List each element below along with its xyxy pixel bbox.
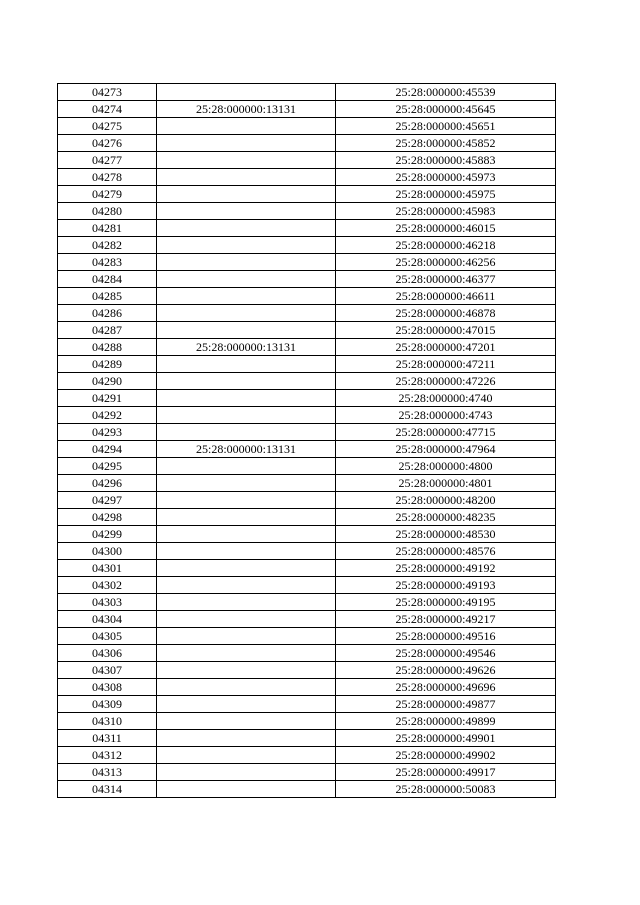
table-row [58,475,556,492]
table-row [58,764,556,781]
row-number-cell: 04295 [58,458,157,475]
row-number-cell: 04312 [58,747,157,764]
parent-cadastral-number-cell [157,560,336,577]
parent-cadastral-number-cell [157,220,336,237]
cadastral-number-cell: 25:28:000000:49899 [336,713,556,730]
cadastral-number-cell: 25:28:000000:49546 [336,645,556,662]
row-number-cell: 04303 [58,594,157,611]
parent-cadastral-number-cell [157,458,336,475]
parent-cadastral-number-cell [157,288,336,305]
table-row [58,424,556,441]
table-row [58,645,556,662]
parent-cadastral-number-cell [157,135,336,152]
cadastral-number-cell: 25:28:000000:49902 [336,747,556,764]
cadastral-number-cell: 25:28:000000:46611 [336,288,556,305]
table-row [58,594,556,611]
cadastral-number-cell: 25:28:000000:48530 [336,526,556,543]
table-row [58,152,556,169]
row-number-cell: 04296 [58,475,157,492]
row-number-cell: 04288 [58,339,157,356]
parent-cadastral-number-cell [157,152,336,169]
parent-cadastral-number-cell [157,713,336,730]
table-row [58,492,556,509]
parent-cadastral-number-cell [157,730,336,747]
row-number-cell: 04309 [58,696,157,713]
parent-cadastral-number-cell [157,424,336,441]
cadastral-number-cell: 25:28:000000:47015 [336,322,556,339]
table-row [58,628,556,645]
table-row [58,118,556,135]
row-number-cell: 04294 [58,441,157,458]
cadastral-number-cell: 25:28:000000:46377 [336,271,556,288]
cadastral-number-cell: 25:28:000000:45651 [336,118,556,135]
parent-cadastral-number-cell [157,543,336,560]
cadastral-number-cell: 25:28:000000:4800 [336,458,556,475]
table-row [58,458,556,475]
cadastral-number-cell: 25:28:000000:4743 [336,407,556,424]
table-row [58,322,556,339]
row-number-cell: 04314 [58,781,157,798]
cadastral-number-cell: 25:28:000000:45645 [336,101,556,118]
row-number-cell: 04298 [58,509,157,526]
table-row [58,237,556,254]
table-row [58,543,556,560]
row-number-cell: 04276 [58,135,157,152]
parent-cadastral-number-cell [157,577,336,594]
row-number-cell: 04287 [58,322,157,339]
cadastral-number-cell: 25:28:000000:47964 [336,441,556,458]
parent-cadastral-number-cell: 25:28:000000:13131 [157,441,336,458]
row-number-cell: 04284 [58,271,157,288]
parent-cadastral-number-cell [157,526,336,543]
cadastral-number-cell: 25:28:000000:47226 [336,373,556,390]
row-number-cell: 04291 [58,390,157,407]
table-row [58,730,556,747]
cadastral-number-cell: 25:28:000000:49217 [336,611,556,628]
cadastral-number-cell: 25:28:000000:4801 [336,475,556,492]
cadastral-number-cell: 25:28:000000:49626 [336,662,556,679]
cadastral-number-cell: 25:28:000000:46218 [336,237,556,254]
cadastral-table [57,83,556,798]
parent-cadastral-number-cell [157,509,336,526]
cadastral-number-cell: 25:28:000000:49193 [336,577,556,594]
row-number-cell: 04293 [58,424,157,441]
table-row [58,305,556,322]
row-number-cell: 04286 [58,305,157,322]
cadastral-number-cell: 25:28:000000:46878 [336,305,556,322]
parent-cadastral-number-cell [157,747,336,764]
table-row [58,339,556,356]
table-row [58,169,556,186]
table-row [58,373,556,390]
table-row [58,560,556,577]
table-row [58,288,556,305]
parent-cadastral-number-cell: 25:28:000000:13131 [157,101,336,118]
table-row [58,271,556,288]
table-row [58,390,556,407]
cadastral-number-cell: 25:28:000000:45883 [336,152,556,169]
parent-cadastral-number-cell [157,696,336,713]
row-number-cell: 04310 [58,713,157,730]
table-body [58,84,556,798]
parent-cadastral-number-cell [157,169,336,186]
table-row [58,526,556,543]
cadastral-number-cell: 25:28:000000:49877 [336,696,556,713]
parent-cadastral-number-cell [157,322,336,339]
cadastral-number-cell: 25:28:000000:45973 [336,169,556,186]
table-row [58,577,556,594]
parent-cadastral-number-cell [157,356,336,373]
table-row [58,713,556,730]
cadastral-number-cell: 25:28:000000:49696 [336,679,556,696]
cadastral-number-cell: 25:28:000000:49917 [336,764,556,781]
cadastral-number-cell: 25:28:000000:49516 [336,628,556,645]
row-number-cell: 04275 [58,118,157,135]
row-number-cell: 04302 [58,577,157,594]
cadastral-number-cell: 25:28:000000:49901 [336,730,556,747]
row-number-cell: 04297 [58,492,157,509]
table-row [58,696,556,713]
cadastral-number-cell: 25:28:000000:48576 [336,543,556,560]
row-number-cell: 04280 [58,203,157,220]
cadastral-number-cell: 25:28:000000:47715 [336,424,556,441]
table-row [58,781,556,798]
table-row [58,135,556,152]
cadastral-number-cell: 25:28:000000:47201 [336,339,556,356]
parent-cadastral-number-cell [157,186,336,203]
row-number-cell: 04300 [58,543,157,560]
parent-cadastral-number-cell [157,237,336,254]
table-row [58,101,556,118]
cadastral-number-cell: 25:28:000000:45852 [336,135,556,152]
parent-cadastral-number-cell [157,679,336,696]
parent-cadastral-number-cell [157,662,336,679]
row-number-cell: 04306 [58,645,157,662]
parent-cadastral-number-cell [157,84,336,101]
table-row [58,84,556,101]
cadastral-number-cell: 25:28:000000:49195 [336,594,556,611]
parent-cadastral-number-cell [157,611,336,628]
parent-cadastral-number-cell [157,594,336,611]
cadastral-number-cell: 25:28:000000:49192 [336,560,556,577]
cadastral-number-cell: 25:28:000000:46256 [336,254,556,271]
table-row [58,254,556,271]
row-number-cell: 04278 [58,169,157,186]
table-row [58,203,556,220]
cadastral-number-cell: 25:28:000000:48235 [336,509,556,526]
row-number-cell: 04279 [58,186,157,203]
row-number-cell: 04290 [58,373,157,390]
table-row [58,220,556,237]
table-row [58,509,556,526]
table-row [58,611,556,628]
parent-cadastral-number-cell [157,271,336,288]
row-number-cell: 04277 [58,152,157,169]
row-number-cell: 04308 [58,679,157,696]
parent-cadastral-number-cell [157,203,336,220]
table-row [58,186,556,203]
row-number-cell: 04311 [58,730,157,747]
cadastral-number-cell: 25:28:000000:46015 [336,220,556,237]
table-row [58,679,556,696]
row-number-cell: 04307 [58,662,157,679]
row-number-cell: 04305 [58,628,157,645]
parent-cadastral-number-cell [157,305,336,322]
cadastral-number-cell: 25:28:000000:45983 [336,203,556,220]
cadastral-number-cell: 25:28:000000:47211 [336,356,556,373]
table-row [58,407,556,424]
cadastral-number-cell: 25:28:000000:4740 [336,390,556,407]
parent-cadastral-number-cell [157,390,336,407]
row-number-cell: 04274 [58,101,157,118]
parent-cadastral-number-cell: 25:28:000000:13131 [157,339,336,356]
cadastral-number-cell: 25:28:000000:50083 [336,781,556,798]
row-number-cell: 04282 [58,237,157,254]
table-row [58,356,556,373]
parent-cadastral-number-cell [157,781,336,798]
parent-cadastral-number-cell [157,118,336,135]
row-number-cell: 04289 [58,356,157,373]
row-number-cell: 04292 [58,407,157,424]
cadastral-number-cell: 25:28:000000:45539 [336,84,556,101]
row-number-cell: 04273 [58,84,157,101]
cadastral-number-cell: 25:28:000000:45975 [336,186,556,203]
row-number-cell: 04313 [58,764,157,781]
row-number-cell: 04301 [58,560,157,577]
table-row [58,747,556,764]
parent-cadastral-number-cell [157,373,336,390]
parent-cadastral-number-cell [157,764,336,781]
parent-cadastral-number-cell [157,628,336,645]
parent-cadastral-number-cell [157,475,336,492]
parent-cadastral-number-cell [157,492,336,509]
parent-cadastral-number-cell [157,645,336,662]
row-number-cell: 04283 [58,254,157,271]
row-number-cell: 04281 [58,220,157,237]
cadastral-number-cell: 25:28:000000:48200 [336,492,556,509]
row-number-cell: 04299 [58,526,157,543]
parent-cadastral-number-cell [157,407,336,424]
row-number-cell: 04285 [58,288,157,305]
table-row [58,441,556,458]
table-row [58,662,556,679]
row-number-cell: 04304 [58,611,157,628]
parent-cadastral-number-cell [157,254,336,271]
